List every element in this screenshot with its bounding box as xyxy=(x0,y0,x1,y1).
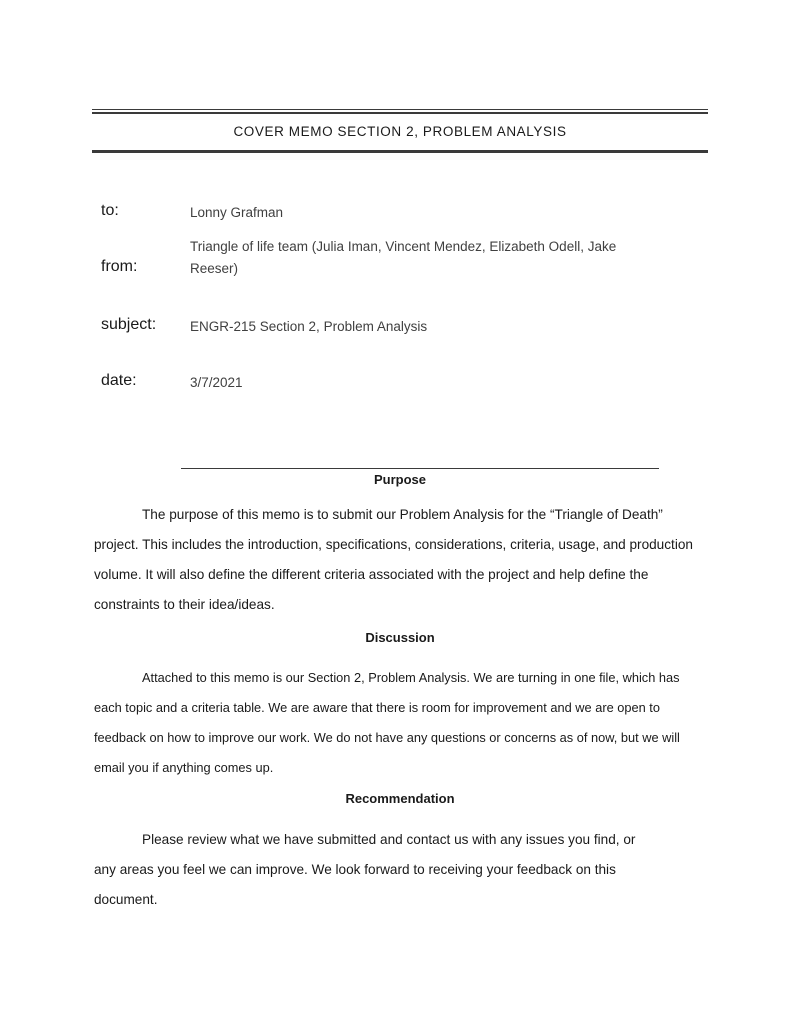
recommendation-paragraph xyxy=(94,825,708,915)
purpose-line-2: project. This includes the introduction, specifications, considerations, criteria, usage, and production xyxy=(94,537,693,552)
header-top-rule xyxy=(92,109,708,110)
purpose-rule xyxy=(181,468,659,469)
to-value: Lonny Grafman xyxy=(190,205,284,220)
subject-label: subject: xyxy=(101,316,157,333)
recommendation-line-3: document. xyxy=(94,892,158,907)
purpose-heading: Purpose xyxy=(373,472,426,487)
date-label: date: xyxy=(101,372,137,389)
from-value-line2: Reeser) xyxy=(190,261,239,276)
header-top-rule-thick xyxy=(92,112,708,114)
from-value-line1: Triangle of life team (Julia Iman, Vincent Mendez, Elizabeth Odell, Jake xyxy=(190,239,617,254)
header-bottom-rule xyxy=(92,150,708,153)
recommendation-line-1: Please review what we have submitted and contact us with any issues you find, or xyxy=(142,832,636,847)
discussion-paragraph xyxy=(94,663,708,783)
memo-title: COVER MEMO SECTION 2, PROBLEM ANALYSIS xyxy=(233,124,567,139)
date-value: 3/7/2021 xyxy=(190,375,243,390)
discussion-line-3: feedback on how to improve our work. We do not have any questions or concerns as of now, but we will xyxy=(94,730,680,745)
recommendation-line-2: any areas you feel we can improve. We look forward to receiving your feedback on this xyxy=(94,862,616,877)
from-label: from: xyxy=(101,258,138,275)
purpose-paragraph xyxy=(94,500,708,620)
subject-value: ENGR-215 Section 2, Problem Analysis xyxy=(190,319,428,334)
discussion-heading: Discussion xyxy=(365,630,435,645)
recommendation-heading: Recommendation xyxy=(345,791,455,806)
discussion-line-2: each topic and a criteria table. We are aware that there is room for improvement and we are open to xyxy=(94,700,660,715)
discussion-line-4: email you if anything comes up. xyxy=(94,760,274,775)
purpose-line-1: The purpose of this memo is to submit our Problem Analysis for the “Triangle of Death” xyxy=(142,507,663,522)
purpose-line-3: volume. It will also define the different criteria associated with the project and help define the xyxy=(94,567,649,582)
discussion-line-1: Attached to this memo is our Section 2, Problem Analysis. We are turning in one file, which has xyxy=(142,670,680,685)
to-label: to: xyxy=(101,202,119,219)
purpose-line-4: constraints to their idea/ideas. xyxy=(94,597,275,612)
